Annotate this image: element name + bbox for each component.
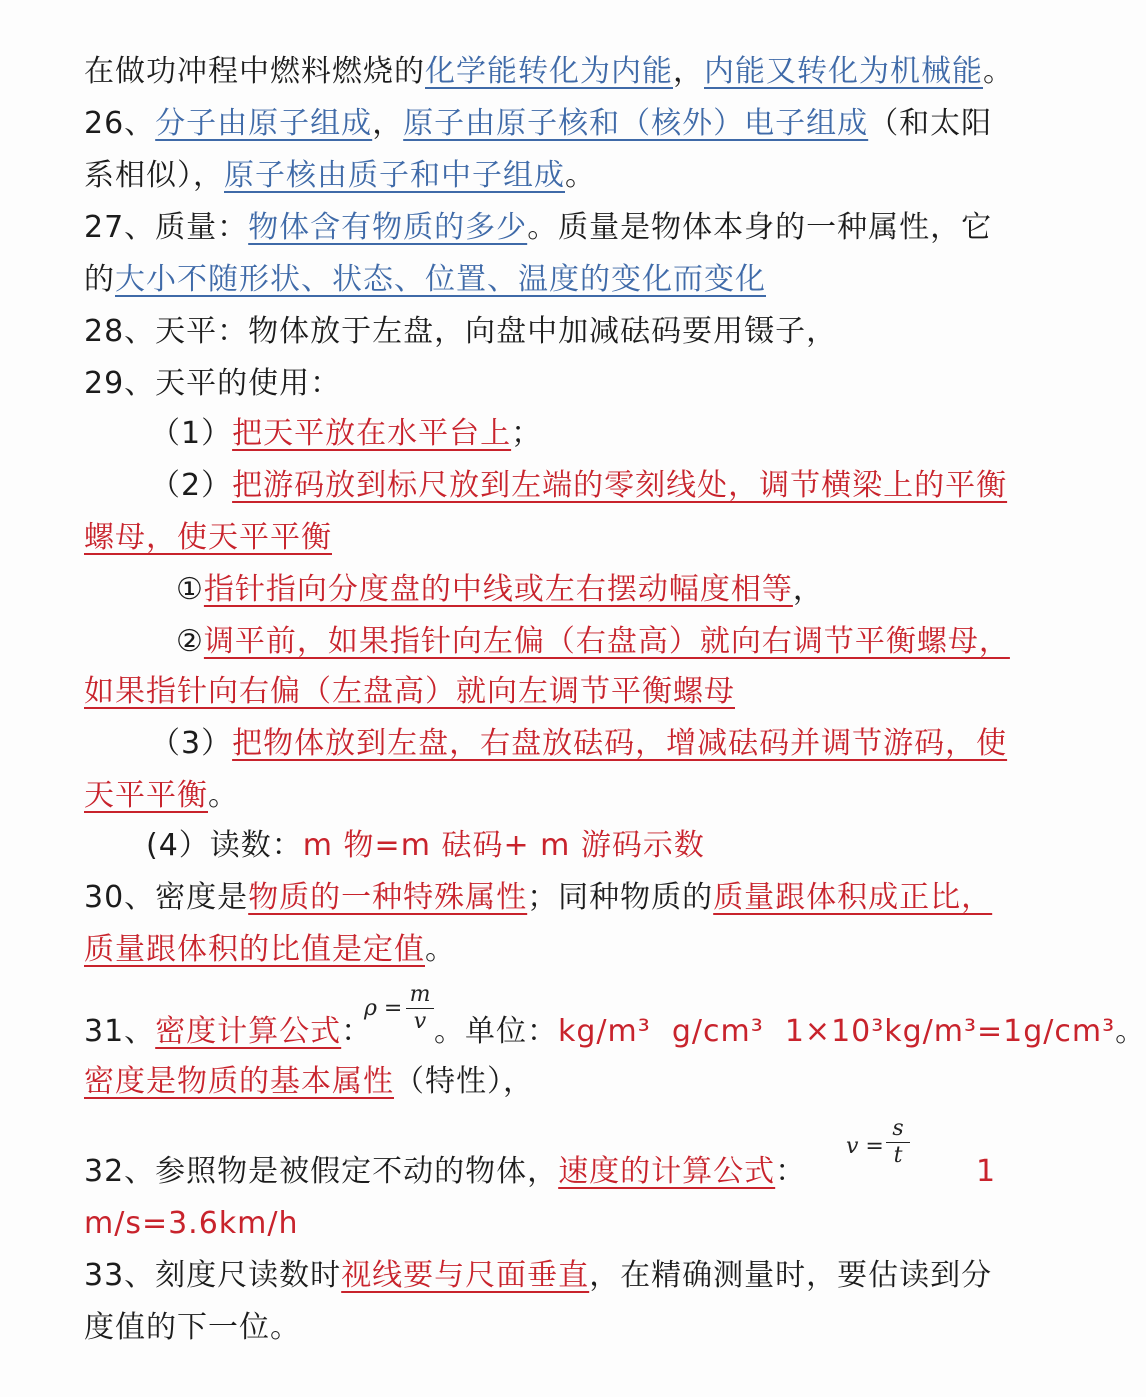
- text: （特性），: [394, 1064, 534, 1099]
- line-energy-conversion: [84, 52, 1014, 92]
- item-26: [84, 104, 992, 144]
- step-number: （3）: [150, 726, 233, 761]
- text: 。: [1115, 1014, 1146, 1049]
- step-number: （2）: [150, 468, 233, 503]
- key-phrase: 速度的计算公式: [558, 1154, 776, 1189]
- text: 29、天平的使用：: [84, 366, 342, 401]
- item-29-step-1: [150, 414, 542, 454]
- text: 32、参照物是被假定不动的物体，: [84, 1154, 559, 1189]
- text: ；: [511, 416, 543, 451]
- item-33: [84, 1256, 992, 1296]
- item-29-step-3: [150, 724, 1007, 764]
- unit-conversion: m/s=3.6km/h: [84, 1206, 299, 1241]
- key-phrase: 原子由原子核和（核外）电子组成: [403, 106, 869, 141]
- key-phrase: 密度计算公式: [155, 1014, 342, 1049]
- unit: g/cm³: [671, 1014, 764, 1049]
- item-32-cont: [84, 1204, 299, 1244]
- item-29-step-3-cont: [84, 776, 239, 816]
- text: 28、天平：物体放于左盘，向盘中加减砝码要用镊子，: [84, 314, 838, 349]
- item-number: 31、: [84, 1014, 156, 1049]
- item-29-sub-2-cont: [84, 672, 735, 712]
- key-phrase: 物体含有物质的多少: [248, 210, 528, 245]
- text: ；同种物质的: [527, 880, 714, 915]
- item-30-cont: [84, 930, 456, 970]
- key-phrase: 分子由原子组成: [155, 106, 373, 141]
- key-phrase: 指针指向分度盘的中线或左右摆动幅度相等: [203, 572, 793, 607]
- text: 在做功冲程中燃料燃烧的: [84, 54, 425, 89]
- item-29-step-4: [146, 826, 705, 866]
- text: 。: [983, 54, 1014, 89]
- denominator: v: [413, 1009, 427, 1034]
- text: 27、质量：: [84, 210, 249, 245]
- unit-conversion: 1×10³kg/m³=1g/cm³: [784, 1014, 1116, 1049]
- item-29: [84, 364, 341, 404]
- unit: kg/m³: [558, 1014, 651, 1049]
- text: ：: [775, 1154, 807, 1189]
- numerator: s: [892, 1116, 904, 1141]
- key-phrase: 如果指针向右偏（左盘高）就向左调节平衡螺母: [84, 674, 735, 709]
- key-phrase: 螺母，使天平平衡: [84, 520, 332, 555]
- text: ，在精确测量时，要估读到分: [589, 1258, 993, 1293]
- key-phrase: 内能又转化为机械能: [704, 54, 983, 89]
- text: 系相似），: [84, 158, 224, 193]
- text: 。: [425, 932, 456, 967]
- key-phrase: 质量跟体积的比值是定值: [84, 932, 425, 967]
- key-phrase: 大小不随形状、状态、位置、温度的变化而变化: [115, 262, 766, 297]
- key-phrase: 密度是物质的基本属性: [84, 1064, 394, 1099]
- item-31: [84, 1012, 372, 1052]
- text: (4）读数：: [146, 828, 303, 863]
- item-31-cont: [84, 1062, 534, 1102]
- key-phrase: 天平平衡: [84, 778, 208, 813]
- item-27: [84, 208, 992, 248]
- denominator: t: [893, 1143, 903, 1168]
- key-phrase: 原子核由质子和中子组成: [224, 158, 565, 193]
- item-26-cont: [84, 156, 596, 196]
- key-phrase: 把物体放到左盘，右盘放砝码，增减砝码并调节游码，使: [232, 726, 1008, 761]
- item-31-units: [434, 1012, 1146, 1052]
- text: 。单位：: [434, 1014, 558, 1049]
- text: 。: [208, 778, 239, 813]
- text: ，: [673, 54, 704, 89]
- key-phrase: 质量跟体积成正比，: [713, 880, 993, 915]
- unit-conversion: 1: [976, 1154, 997, 1189]
- text: 30、密度是: [84, 880, 249, 915]
- key-phrase: 视线要与尺面垂直: [341, 1258, 590, 1293]
- item-32: [84, 1152, 806, 1192]
- key-phrase: 化学能转化为内能: [425, 54, 673, 89]
- sub-number: ②: [176, 624, 204, 659]
- item-27-cont: [84, 260, 766, 300]
- text: （和太阳: [868, 106, 993, 141]
- speed-formula-fraction: [886, 1118, 910, 1167]
- key-phrase: 调平前，如果指针向左偏（右盘高）就向右调节平衡螺母，: [203, 624, 1010, 659]
- item-29-sub-1: [176, 570, 824, 610]
- item-29-step-2-cont: [84, 518, 332, 558]
- text: ，: [372, 106, 404, 141]
- item-29-sub-2: [176, 622, 1010, 662]
- item-32-value: [976, 1152, 996, 1192]
- step-number: （1）: [150, 416, 233, 451]
- formula-text: m 物=m 砝码+ m 游码示数: [302, 828, 705, 863]
- density-formula-lhs: ρ =: [364, 996, 403, 1021]
- key-phrase: 把游码放到标尺放到左端的零刻线处，调节横梁上的平衡: [232, 468, 1008, 503]
- item-29-step-2: [150, 466, 1007, 506]
- numerator: m: [409, 982, 431, 1007]
- text: ：: [341, 1014, 373, 1049]
- text: 33、刻度尺读数时: [84, 1258, 342, 1293]
- text: 的: [84, 262, 115, 297]
- text: ，: [792, 572, 824, 607]
- text: 度值的下一位。: [84, 1310, 301, 1345]
- density-formula-fraction: [406, 984, 434, 1033]
- text: 。: [565, 158, 596, 193]
- speed-formula-lhs: v =: [846, 1134, 884, 1159]
- item-number: 26、: [84, 106, 156, 141]
- key-phrase: 把天平放在水平台上: [232, 416, 512, 451]
- item-30: [84, 878, 992, 918]
- text: 。质量是物体本身的一种属性，它: [527, 210, 993, 245]
- item-33-cont: [84, 1308, 301, 1348]
- key-phrase: 物质的一种特殊属性: [248, 880, 528, 915]
- sub-number: ①: [176, 572, 204, 607]
- item-28: [84, 312, 837, 352]
